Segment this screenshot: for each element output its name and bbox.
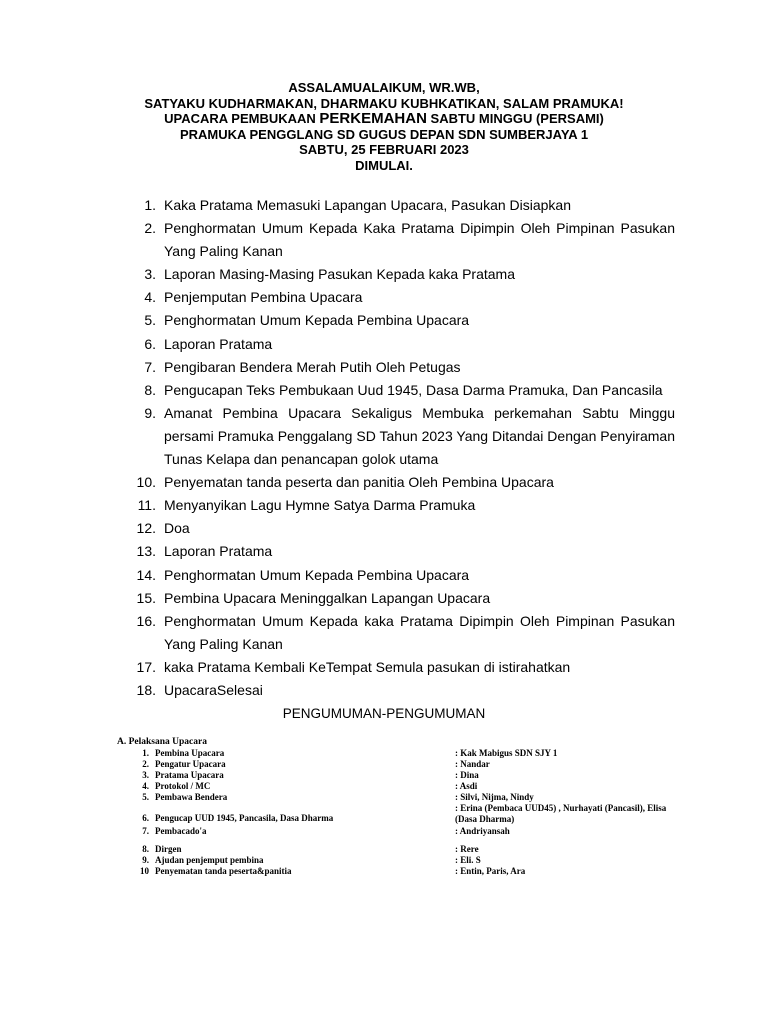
- organizer-line: PRAMUKA PENGGLANG SD GUGUS DEPAN SDN SUMBERJAYA 1: [179, 126, 589, 142]
- greeting-line: ASSALAMUALAIKUM, WR.WB,: [288, 80, 480, 95]
- list-item: [120, 564, 675, 587]
- staff-role: Ajudan penjemput pembina: [155, 855, 264, 865]
- staff-names: : Erina (Pembaca UUD45) , Nurhayati (Pancasil), Elisa (Dasa Dharma): [455, 803, 667, 824]
- staff-number: 5.: [142, 792, 149, 802]
- staff-number: 10: [140, 866, 149, 876]
- staff-names: : Eli. S: [455, 855, 481, 865]
- staff-row: [117, 803, 717, 826]
- announcements-title: PENGUMUMAN-PENGUMUMAN: [282, 706, 486, 721]
- staff-row: [117, 759, 717, 770]
- step-text: Kaka Pratama Memasuki Lapangan Upacara, Pasukan Disiapkan: [164, 197, 572, 213]
- step-number: 12.: [136, 520, 156, 537]
- list-item: [120, 286, 675, 309]
- step-text: Penjemputan Pembina Upacara: [164, 289, 363, 306]
- step-text: Laporan Pratama: [164, 543, 273, 560]
- staff-role: Pembina Upacara: [155, 748, 225, 758]
- staff-role: Pembawa Bendera: [155, 792, 228, 802]
- step-text: UpacaraSelesai: [164, 681, 263, 698]
- step-text: Penghormatan Umum Kepada kaka Pratama Dipimpin Oleh Pimpinan Pasukan Yang Paling Kanan: [164, 612, 675, 652]
- staff-role: Pratama Upacara: [155, 770, 224, 780]
- list-item: [120, 263, 675, 286]
- event-title-part1: UPACARA PEMBUKAAN: [164, 111, 320, 126]
- event-title-line: [0, 111, 768, 127]
- step-number: 15.: [136, 589, 156, 606]
- step-number: 11.: [137, 497, 156, 514]
- section-heading: A. Pelaksana Upacara: [117, 737, 207, 747]
- step-text: Laporan Masing-Masing Pasukan Kepada kaka Pratama: [164, 266, 515, 283]
- staff-number: 1.: [142, 748, 149, 758]
- list-item: [120, 494, 675, 517]
- event-title-part3: SABTU MINGGU (PERSAMI): [426, 111, 604, 126]
- staff-role: Dirgen: [155, 844, 182, 854]
- list-item: [120, 309, 675, 332]
- staff-names: : Entin, Paris, Ara: [455, 866, 526, 876]
- step-text: Penghormatan Umum Kepada Pembina Upacara: [164, 312, 470, 329]
- staff-row: [117, 826, 717, 840]
- staff-names: : Rere: [455, 844, 479, 854]
- step-text: Amanat Pembina Upacara Sekaligus Membuka perkemahan Sabtu Minggu persami Pramuka Penggalang SD Tahun 2023 Yang Ditandai Dengan Penyiraman Tunas Kelapa dan penancapan golok utama: [164, 404, 675, 468]
- list-item: [120, 587, 675, 610]
- staff-number: 7.: [142, 826, 149, 836]
- step-text: Pembina Upacara Meninggalkan Lapangan Upacara: [164, 589, 491, 606]
- step-number: 7.: [144, 358, 156, 375]
- staff-names: : Asdi: [455, 781, 478, 791]
- staff-list: [117, 748, 717, 877]
- staff-names: : Silvi, Nijma, Nindy: [455, 792, 534, 802]
- document-header: [0, 80, 768, 173]
- step-text: Pengibaran Bendera Merah Putih Oleh Petugas: [164, 358, 461, 375]
- staff-number: 8.: [142, 844, 149, 854]
- step-number: 6.: [144, 335, 156, 352]
- step-number: 3.: [144, 266, 156, 283]
- list-item: [120, 656, 675, 679]
- staff-role: Protokol / MC: [155, 781, 211, 791]
- staff-number: 3.: [142, 770, 149, 780]
- date-line: SABTU, 25 FEBRUARI 2023: [299, 142, 469, 157]
- staff-number: 9.: [142, 855, 149, 865]
- step-text: Penyematan tanda peserta dan panitia Oleh Pembina Upacara: [164, 474, 554, 491]
- staff-number: 4.: [142, 781, 149, 791]
- step-text: Menyanyikan Lagu Hymne Satya Darma Pramuka: [164, 497, 476, 514]
- staff-role: Penyematan tanda peserta&panitia: [155, 866, 292, 876]
- step-number: 5.: [144, 312, 156, 329]
- step-number: 8.: [144, 381, 156, 398]
- step-text: Laporan Pratama: [164, 335, 273, 352]
- step-number: 2.: [144, 220, 156, 237]
- step-number: 14.: [136, 566, 156, 583]
- step-number: 1.: [144, 197, 156, 213]
- staff-number: 2.: [142, 759, 149, 769]
- staff-role: Pengucap UUD 1945, Pancasila, Dasa Dharma: [155, 813, 334, 823]
- step-text: Pengucapan Teks Pembukaan Uud 1945, Dasa Darma Pramuka, Dan Pancasila: [164, 381, 663, 398]
- list-item: [120, 333, 675, 356]
- list-item: [120, 194, 675, 217]
- staff-row: [117, 866, 717, 877]
- salute-line: SATYAKU KUDHARMAKAN, DHARMAKU KUBHKATIKAN, SALAM PRAMUKA!: [144, 95, 624, 111]
- staff-row: [117, 748, 717, 759]
- step-number: 13.: [136, 543, 156, 560]
- staff-row: [117, 855, 717, 866]
- step-number: 16.: [136, 612, 156, 629]
- step-text: Doa: [164, 520, 190, 537]
- staff-row: [117, 844, 717, 855]
- list-item: [120, 217, 675, 263]
- staff-names: : Nandar: [455, 759, 490, 769]
- step-text: Penghormatan Umum Kepada Kaka Pratama Dipimpin Oleh Pimpinan Pasukan Yang Paling Kanan: [164, 220, 675, 260]
- list-item: [120, 356, 675, 379]
- staff-names: : Andriyansah: [455, 826, 510, 836]
- step-number: 17.: [136, 658, 156, 675]
- ceremony-steps-list: [120, 194, 675, 702]
- step-text: kaka Pratama Kembali KeTempat Semula pasukan di istirahatkan: [164, 658, 571, 675]
- list-item: [120, 379, 675, 402]
- list-item: [120, 471, 675, 494]
- list-item: [120, 610, 675, 656]
- event-title-part2: PERKEMAHAN: [319, 110, 427, 127]
- staff-row: [117, 770, 717, 781]
- staff-names: : Dina: [455, 770, 479, 780]
- staff-row: [117, 781, 717, 792]
- staff-role: Pengatur Upacara: [155, 759, 226, 769]
- staff-number: 6.: [142, 813, 149, 823]
- list-item: [120, 679, 675, 702]
- staff-role: Pembacado'a: [155, 826, 207, 836]
- staff-names: : Kak Mabigus SDN SJY 1: [455, 748, 558, 758]
- step-number: 9.: [144, 404, 156, 421]
- list-item: [120, 540, 675, 563]
- step-text: Penghormatan Umum Kepada Pembina Upacara: [164, 566, 470, 583]
- staff-row: [117, 792, 717, 803]
- list-item: [120, 402, 675, 471]
- step-number: 18.: [136, 681, 156, 698]
- step-number: 4.: [144, 289, 156, 306]
- step-number: 10.: [136, 474, 156, 491]
- list-item: [120, 517, 675, 540]
- start-line: DIMULAI.: [355, 157, 413, 173]
